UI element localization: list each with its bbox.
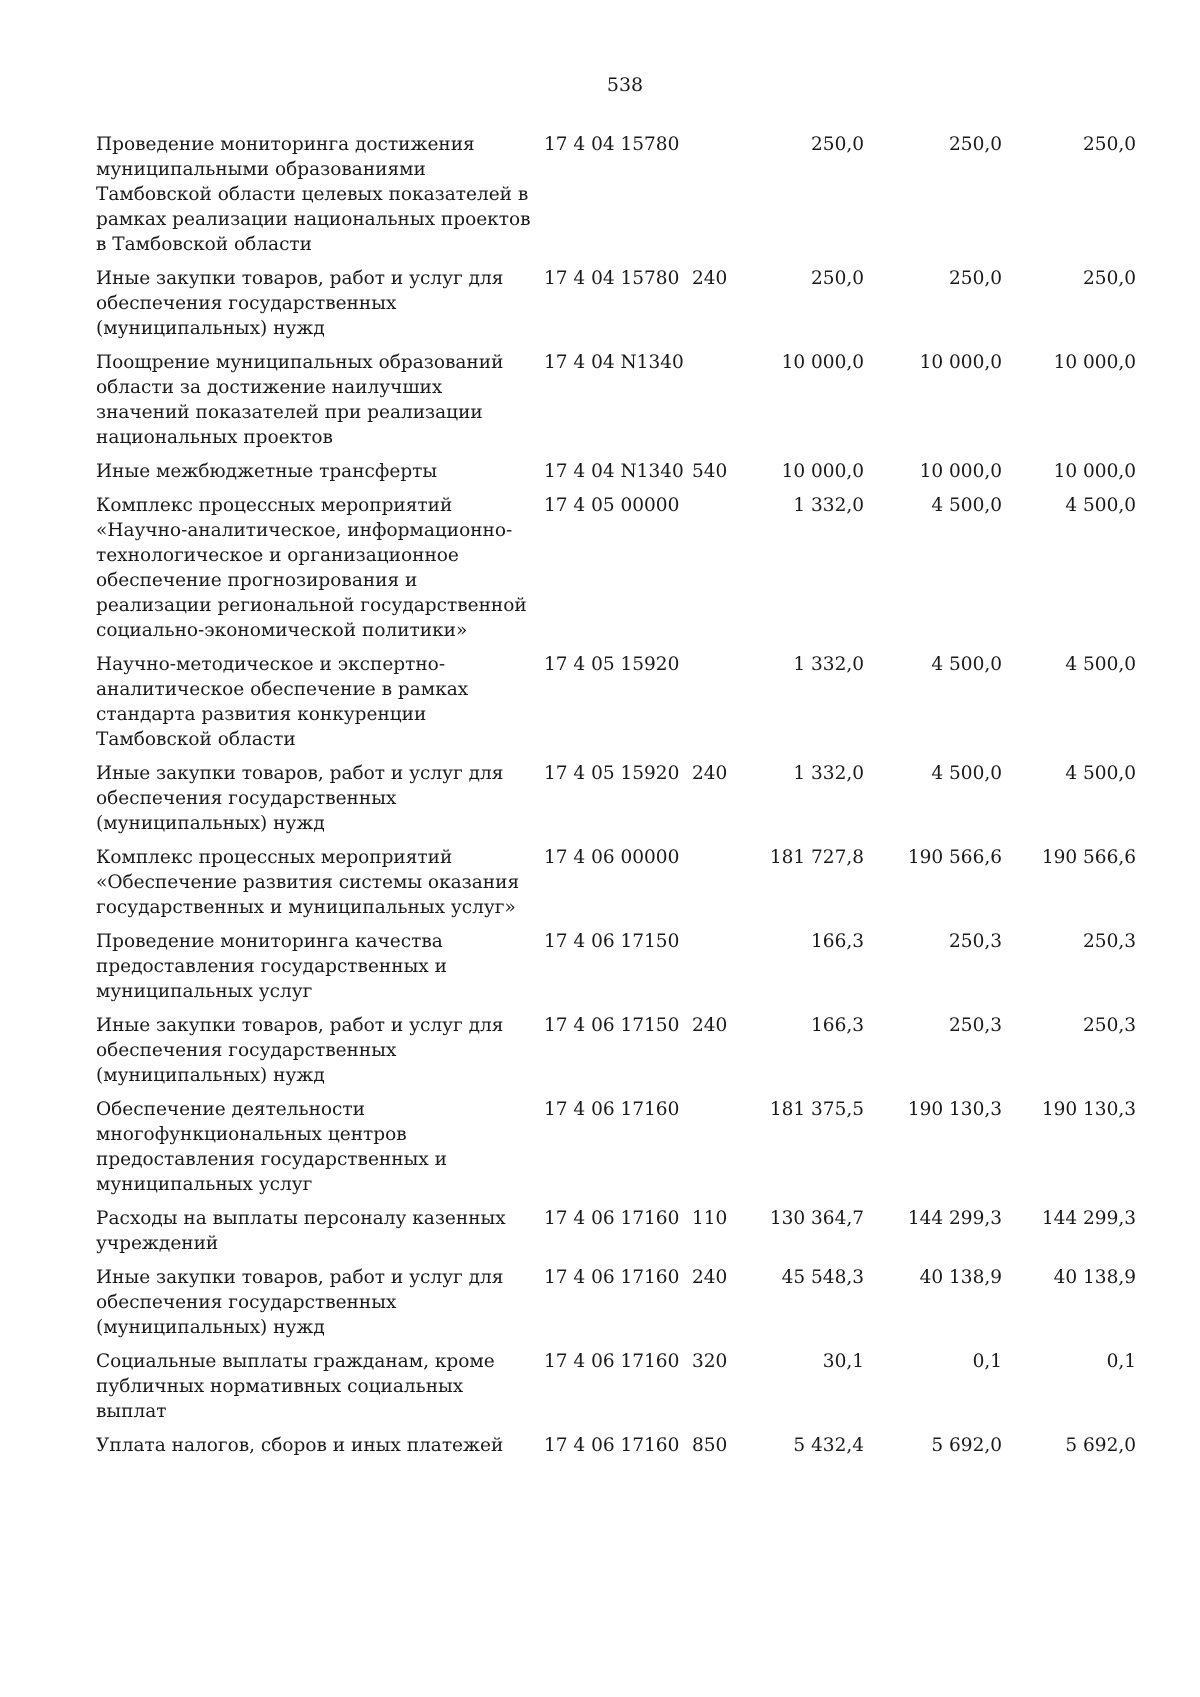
- amount-year-3: 144 299,3: [1041, 1208, 1136, 1229]
- table-row: [96, 132, 1176, 257]
- item-name: Иные закупки товаров, работ и услуг для обеспечения государственных (муниципальных) нужд: [96, 763, 504, 834]
- amount-year-2: 0,1: [972, 1351, 1002, 1372]
- target-article-code: 17 4 04 15780: [544, 134, 680, 155]
- table-row: [96, 1013, 1176, 1088]
- amount-year-3: 250,3: [1083, 1015, 1136, 1036]
- item-name: Иные закупки товаров, работ и услуг для обеспечения государственных (муниципальных) нужд: [96, 1267, 504, 1338]
- item-name: Иные межбюджетные трансферты: [96, 461, 438, 482]
- amount-year-1: 10 000,0: [781, 352, 864, 373]
- amount-year-2: 10 000,0: [919, 352, 1002, 373]
- amount-year-2: 10 000,0: [919, 461, 1002, 482]
- amount-year-2: 250,0: [949, 268, 1002, 289]
- amount-year-1: 1 332,0: [793, 763, 864, 784]
- item-name: Обеспечение деятельности многофункциональных центров предоставления государственных и муниципальных услуг: [96, 1099, 447, 1195]
- amount-year-1: 130 364,7: [769, 1208, 864, 1229]
- target-article-code: 17 4 04 N1340: [544, 352, 684, 373]
- item-name: Расходы на выплаты персоналу казенных учреждений: [96, 1208, 506, 1254]
- amount-year-1: 250,0: [811, 268, 864, 289]
- target-article-code: 17 4 04 N1340: [544, 461, 684, 482]
- table-row: [96, 1349, 1176, 1424]
- amount-year-1: 1 332,0: [793, 654, 864, 675]
- amount-year-1: 166,3: [811, 931, 864, 952]
- amount-year-2: 144 299,3: [907, 1208, 1002, 1229]
- amount-year-1: 45 548,3: [781, 1267, 864, 1288]
- amount-year-2: 40 138,9: [919, 1267, 1002, 1288]
- amount-year-2: 250,0: [949, 134, 1002, 155]
- amount-year-1: 181 375,5: [769, 1099, 864, 1120]
- amount-year-2: 250,3: [949, 1015, 1002, 1036]
- expense-type-code: 540: [692, 461, 728, 482]
- amount-year-3: 250,3: [1083, 931, 1136, 952]
- expense-type-code: 240: [692, 763, 728, 784]
- table-row: [96, 350, 1176, 450]
- target-article-code: 17 4 06 17160: [544, 1351, 680, 1372]
- target-article-code: 17 4 06 17160: [544, 1099, 680, 1120]
- page-number: 538: [606, 74, 644, 96]
- amount-year-2: 4 500,0: [931, 654, 1002, 675]
- amount-year-1: 5 432,4: [793, 1435, 864, 1456]
- amount-year-3: 4 500,0: [1065, 654, 1136, 675]
- table-row: [96, 1265, 1176, 1340]
- table-row: [96, 1097, 1176, 1197]
- target-article-code: 17 4 05 15920: [544, 763, 680, 784]
- target-article-code: 17 4 06 17160: [544, 1208, 680, 1229]
- amount-year-3: 250,0: [1083, 134, 1136, 155]
- target-article-code: 17 4 06 17150: [544, 931, 680, 952]
- item-name: Социальные выплаты гражданам, кроме публичных нормативных социальных выплат: [96, 1351, 495, 1422]
- amount-year-3: 40 138,9: [1053, 1267, 1136, 1288]
- amount-year-3: 250,0: [1083, 268, 1136, 289]
- expense-type-code: 110: [692, 1208, 728, 1229]
- amount-year-3: 190 130,3: [1041, 1099, 1136, 1120]
- amount-year-2: 190 130,3: [907, 1099, 1002, 1120]
- amount-year-3: 4 500,0: [1065, 763, 1136, 784]
- expense-type-code: 240: [692, 1267, 728, 1288]
- amount-year-2: 250,3: [949, 931, 1002, 952]
- item-name: Проведение мониторинга достижения муниципальными образованиями Тамбовской области целевых показателей в рамках реализации национальных проектов в Тамбовской области: [96, 134, 531, 255]
- expense-type-code: 850: [692, 1435, 728, 1456]
- target-article-code: 17 4 06 00000: [544, 847, 680, 868]
- amount-year-2: 4 500,0: [931, 495, 1002, 516]
- amount-year-1: 250,0: [811, 134, 864, 155]
- amount-year-3: 10 000,0: [1053, 352, 1136, 373]
- target-article-code: 17 4 05 15920: [544, 654, 680, 675]
- amount-year-1: 10 000,0: [781, 461, 864, 482]
- expense-type-code: 240: [692, 268, 728, 289]
- table-row: [96, 266, 1176, 341]
- table-row: [96, 1206, 1176, 1256]
- item-name: Поощрение муниципальных образований области за достижение наилучших значений показателей при реализации национальных проектов: [96, 352, 504, 448]
- amount-year-1: 30,1: [822, 1351, 864, 1372]
- amount-year-2: 4 500,0: [931, 763, 1002, 784]
- item-name: Научно-методическое и экспертно-аналитическое обеспечение в рамках стандарта развития конкуренции Тамбовской области: [96, 654, 469, 750]
- amount-year-3: 10 000,0: [1053, 461, 1136, 482]
- item-name: Иные закупки товаров, работ и услуг для обеспечения государственных (муниципальных) нужд: [96, 1015, 504, 1086]
- item-name: Комплекс процессных мероприятий «Обеспечение развития системы оказания государственных и муниципальных услуг»: [96, 847, 520, 918]
- budget-table: [96, 132, 1176, 1467]
- amount-year-1: 181 727,8: [769, 847, 864, 868]
- amount-year-1: 1 332,0: [793, 495, 864, 516]
- item-name: Проведение мониторинга качества предоставления государственных и муниципальных услуг: [96, 931, 447, 1002]
- amount-year-3: 0,1: [1106, 1351, 1136, 1372]
- table-row: [96, 652, 1176, 752]
- target-article-code: 17 4 05 00000: [544, 495, 680, 516]
- table-row: [96, 493, 1176, 643]
- amount-year-2: 190 566,6: [907, 847, 1002, 868]
- item-name: Иные закупки товаров, работ и услуг для обеспечения государственных (муниципальных) нужд: [96, 268, 504, 339]
- target-article-code: 17 4 06 17160: [544, 1435, 680, 1456]
- table-row: [96, 459, 1176, 484]
- amount-year-2: 5 692,0: [931, 1435, 1002, 1456]
- table-row: [96, 929, 1176, 1004]
- table-row: [96, 845, 1176, 920]
- target-article-code: 17 4 06 17160: [544, 1267, 680, 1288]
- expense-type-code: 320: [692, 1351, 728, 1372]
- item-name: Комплекс процессных мероприятий «Научно-аналитическое, информационно-технологическое и организационное обеспечение прогнозирования и реализации региональной государственной социально-экономической политики»: [96, 495, 527, 641]
- table-row: [96, 761, 1176, 836]
- target-article-code: 17 4 06 17150: [544, 1015, 680, 1036]
- expense-type-code: 240: [692, 1015, 728, 1036]
- target-article-code: 17 4 04 15780: [544, 268, 680, 289]
- table-row: [96, 1433, 1176, 1458]
- amount-year-3: 190 566,6: [1041, 847, 1136, 868]
- amount-year-3: 4 500,0: [1065, 495, 1136, 516]
- amount-year-1: 166,3: [811, 1015, 864, 1036]
- amount-year-3: 5 692,0: [1065, 1435, 1136, 1456]
- item-name: Уплата налогов, сборов и иных платежей: [96, 1435, 504, 1456]
